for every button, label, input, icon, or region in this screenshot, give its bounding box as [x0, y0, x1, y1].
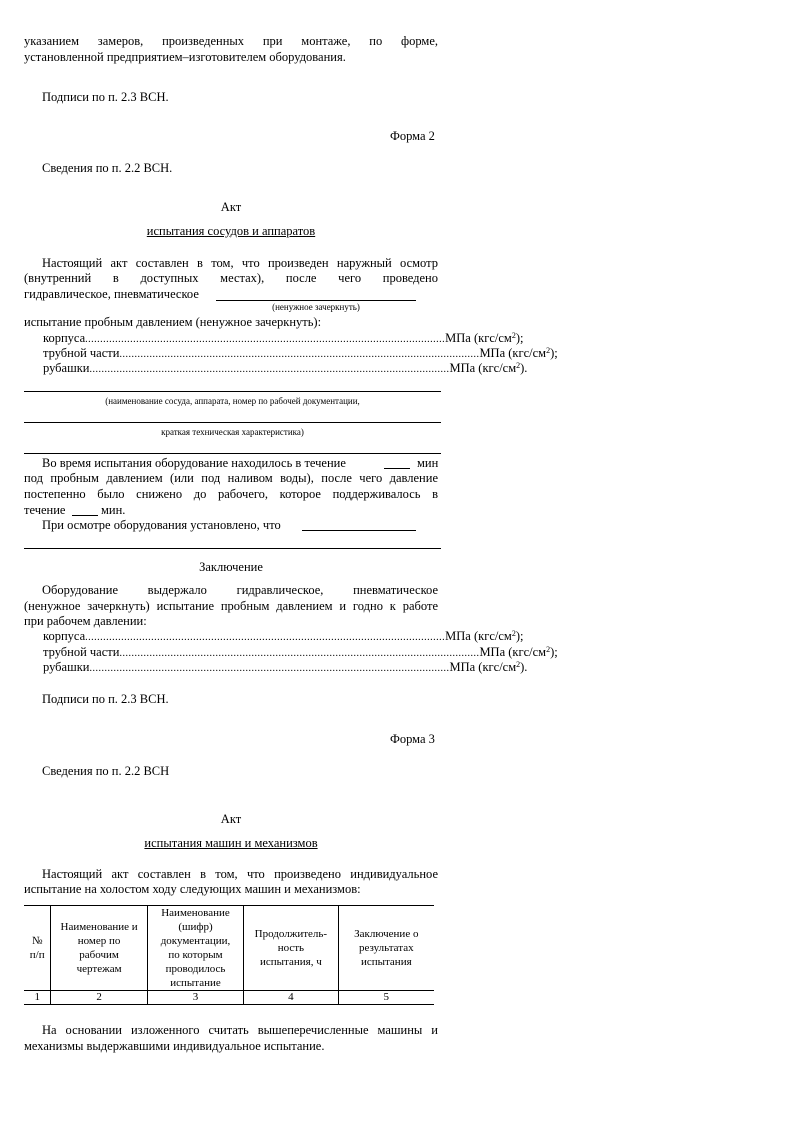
pressure-label: корпуса — [43, 629, 86, 643]
inspection-line: При осмотре оборудования установлено, что — [42, 518, 281, 532]
pressure-unit: МПа $(кгс/см^2)$; — [445, 629, 524, 643]
top-paragraph-line-1: указанием замеров, произведенных при монтаже, по форме, — [24, 34, 438, 48]
pressure-row-tube — [43, 346, 558, 362]
top-paragraph-line-2: установленной предприятием–изготовителем оборудования. — [24, 50, 346, 64]
dot-leader: ........................................................................................................................ — [85, 334, 446, 345]
form-3-paragraph-line-1: Настоящий акт составлен в том, что произведено индивидуальное — [42, 867, 438, 881]
final-line-2: механизмы выдержавшими индивидуальное испытание. — [24, 1039, 325, 1053]
form-3-act-subtitle: испытания машин и механизмов — [144, 836, 318, 850]
pressure-unit: МПа $(кгс/см^2)$; — [445, 331, 524, 345]
final-line-1: На основании изложенного считать вышеперечисленные машины и — [42, 1023, 438, 1037]
table-number-row — [24, 991, 434, 1005]
dot-leader: ........................................................................................................................ — [119, 349, 480, 360]
conclusion-line-2: (ненужное зачеркнуть) испытание пробным давлением и годно к работе — [24, 599, 438, 613]
pressure-unit: МПа $(кгс/см^2)$. — [449, 660, 528, 674]
header-cell-duration: Продолжитель- ность испытания, ч — [244, 906, 338, 991]
form-2-label: Форма 2 — [390, 129, 435, 143]
header-cell-name: Наименование и номер по рабочим чертежам — [51, 906, 147, 991]
pressure-row-body — [43, 331, 524, 347]
pressure-unit: МПа $(кгс/см^2)$; — [479, 645, 558, 659]
form-3-act-title: Акт — [220, 812, 242, 826]
conclusion-line-3: при рабочем давлении: — [24, 614, 147, 628]
conclusion-line-1: Оборудование выдержало гидравлическое, пневматическое — [42, 583, 438, 597]
dot-leader: ........................................................................................................................ — [119, 648, 480, 659]
pressure-label: рубашки — [43, 660, 90, 674]
table-cell: 5 — [338, 991, 434, 1005]
pressure-unit: МПа $(кгс/см^2)$; — [479, 346, 558, 360]
form-2-para2-line-4b: мин. — [101, 503, 126, 517]
form-2-para2-line-1: Во время испытания оборудование находилось в течение — [42, 456, 346, 470]
concl-pressure-row-tube — [43, 645, 558, 661]
form-2-paragraph-line-3: гидравлическое, пневматическое — [24, 287, 199, 301]
machines-table — [24, 905, 434, 1005]
form-3-paragraph-line-2: испытание на холостом ходу следующих машин и механизмов: — [24, 882, 361, 896]
pressure-label: рубашки — [43, 361, 90, 375]
header-cell-documentation: Наименование (шифр) документации, по которым проводилось испытание — [147, 906, 243, 991]
form-3-label: Форма 3 — [390, 732, 435, 746]
min-label: мин — [417, 456, 439, 470]
pressure-label: трубной части — [43, 346, 120, 360]
working-duration-blank — [72, 515, 98, 516]
table-cell: 2 — [51, 991, 147, 1005]
header-cell-number: № п/п — [24, 906, 51, 991]
form-2-para2-line-2: под пробным давлением (или под наливом воды), после чего давление — [24, 471, 438, 485]
form-2-info: Сведения по п. 2.2 ВСН. — [42, 161, 173, 175]
tech-blank-line — [24, 422, 441, 423]
concl-pressure-row-jacket — [43, 660, 528, 676]
inspection-blank-line-2 — [24, 548, 441, 549]
form-2-paragraph-line-1: Настоящий акт составлен в том, что произведен наружный осмотр — [42, 256, 438, 270]
table-header-row — [24, 906, 434, 991]
header-cell-conclusion: Заключение о результатах испытания — [338, 906, 434, 991]
tech-caption: краткая техническая характеристика) — [161, 427, 304, 437]
signatures-2: Подписи по п. 2.3 ВСН. — [42, 692, 169, 706]
inspection-blank — [302, 530, 416, 531]
dot-leader: ........................................................................................................................ — [89, 663, 450, 674]
vessel-caption: (наименование сосуда, аппарата, номер по рабочей документации, — [105, 396, 360, 406]
duration-blank — [384, 468, 410, 469]
strike-note: (ненужное зачеркнуть) — [272, 302, 360, 312]
test-type-blank-line — [216, 300, 416, 301]
signatures-1: Подписи по п. 2.3 ВСН. — [42, 90, 169, 104]
pressure-intro-line: испытание пробным давлением (ненужное зачеркнуть): — [24, 315, 322, 329]
form-2-act-title: Акт — [220, 200, 242, 214]
form-2-para2-line-3: постепенно было снижено до рабочего, которое поддерживалось в — [24, 487, 438, 501]
pressure-unit: МПа $(кгс/см^2)$. — [449, 361, 528, 375]
form-2-paragraph-line-2: (внутренний в доступных местах), после чего проведено — [24, 271, 438, 285]
dot-leader: ........................................................................................................................ — [85, 632, 446, 643]
pressure-label: трубной части — [43, 645, 120, 659]
form-2-para2-line-4a: течение — [24, 503, 66, 517]
pressure-row-jacket — [43, 361, 528, 377]
form-3-info: Сведения по п. 2.2 ВСН — [42, 764, 170, 778]
dot-leader: ........................................................................................................................ — [89, 364, 450, 375]
pressure-label: корпуса — [43, 331, 86, 345]
separator-line — [24, 453, 441, 454]
form-2-act-subtitle: испытания сосудов и аппаратов — [146, 224, 316, 238]
table-cell: 1 — [24, 991, 51, 1005]
table-cell: 3 — [147, 991, 243, 1005]
vessel-blank-line — [24, 391, 441, 392]
table-cell: 4 — [244, 991, 338, 1005]
concl-pressure-row-body — [43, 629, 524, 645]
conclusion-title: Заключение — [199, 560, 263, 574]
